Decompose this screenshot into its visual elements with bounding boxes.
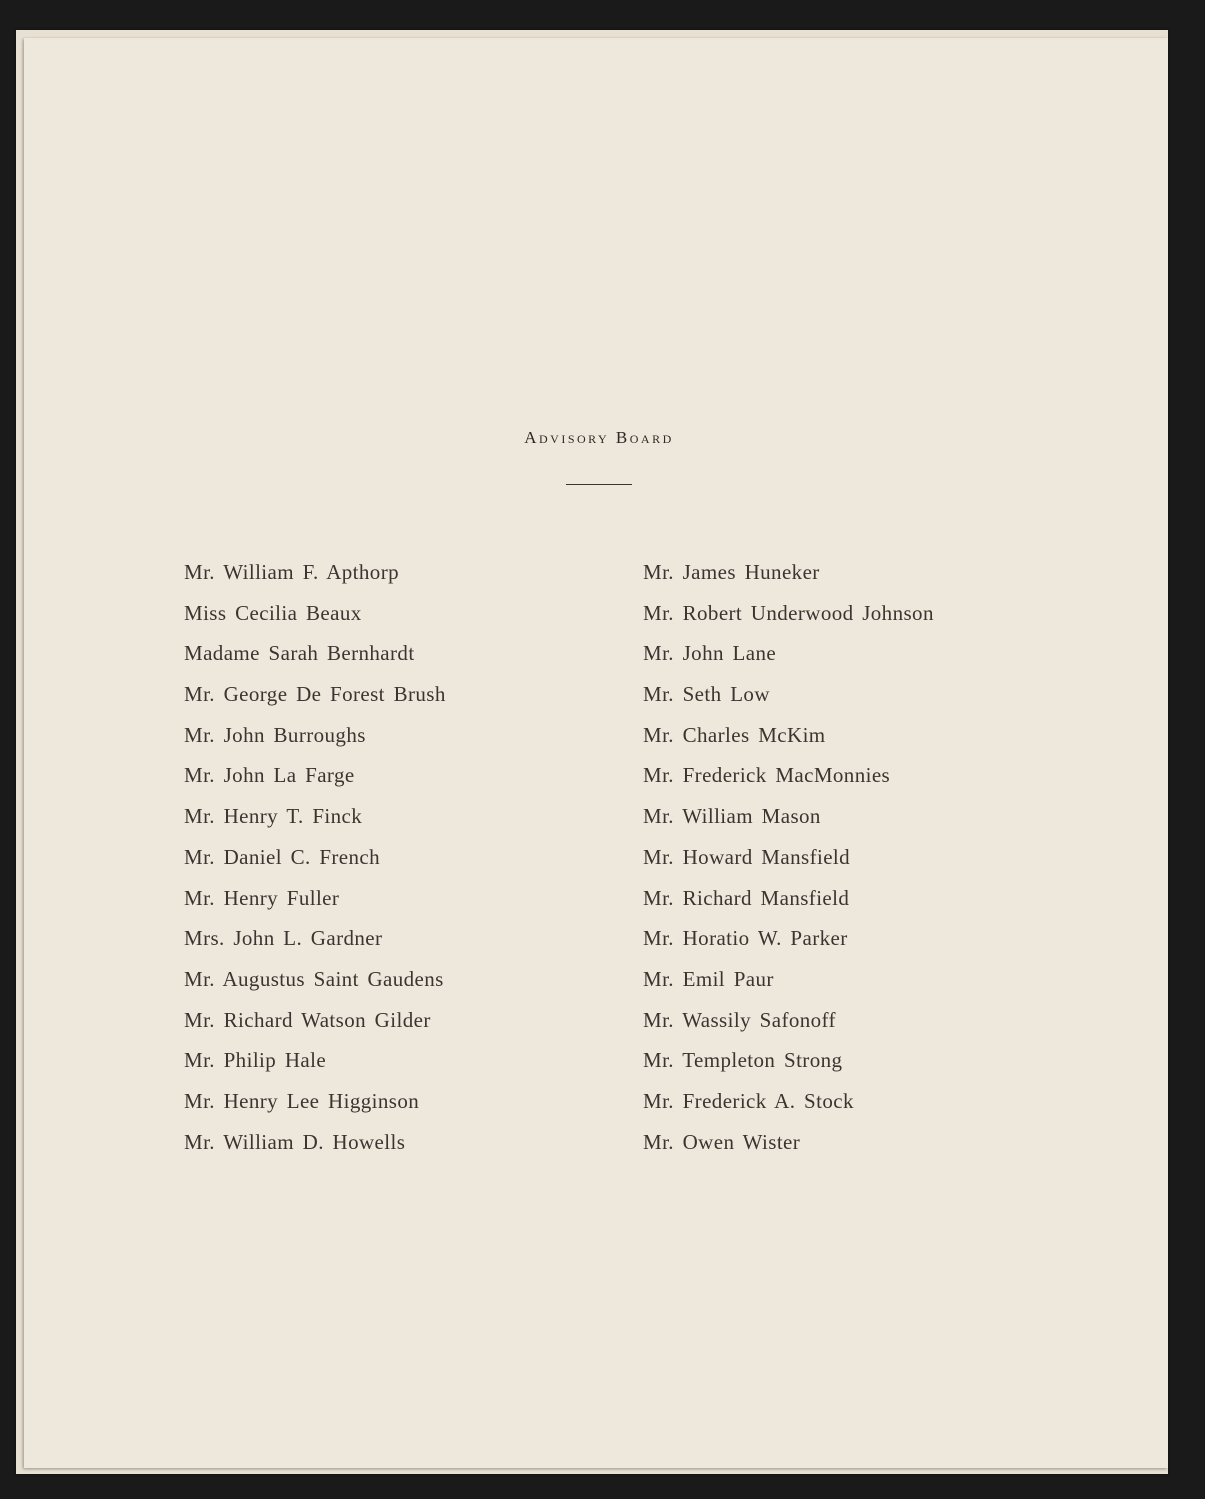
page-title: Advisory Board — [524, 428, 674, 447]
board-member-name: Mr. Augustus Saint Gaudens — [184, 966, 444, 991]
board-member-name: Mr. Templeton Strong — [643, 1048, 843, 1073]
board-member-name: Mr. Philip Hale — [184, 1048, 327, 1073]
board-member-name: Mr. Richard Watson Gilder — [184, 1007, 431, 1032]
board-member-name: Mr. William D. Howells — [184, 1129, 406, 1154]
document-page — [24, 38, 1168, 1468]
board-member-name: Mr. William F. Apthorp — [184, 560, 399, 584]
board-member-name: Mr. John La Farge — [184, 763, 355, 788]
board-member-name: Mr. John Burroughs — [184, 722, 366, 747]
board-member-name: Mr. William Mason — [643, 804, 821, 829]
board-member-name: Mr. Daniel C. French — [184, 844, 381, 869]
board-member-name: Mr. Charles McKim — [643, 722, 826, 747]
board-member-name: Mr. James Huneker — [643, 560, 820, 584]
board-member-name: Mr. George De Forest Brush — [184, 682, 446, 707]
board-member-name: Mr. Owen Wister — [643, 1129, 801, 1154]
board-member-name: Mr. Richard Mansfield — [643, 885, 850, 910]
board-member-name: Mr. Henry T. Finck — [184, 804, 363, 829]
board-member-name: Mr. Emil Paur — [643, 966, 774, 991]
board-member-name: Mr. John Lane — [643, 641, 777, 666]
board-member-name: Mr. Frederick A. Stock — [643, 1088, 854, 1113]
board-member-name: Mr. Frederick MacMonnies — [643, 763, 891, 788]
board-member-name: Mr. Seth Low — [643, 682, 770, 707]
board-member-name: Mr. Henry Lee Higginson — [184, 1088, 420, 1113]
board-member-name: Mr. Robert Underwood Johnson — [643, 600, 934, 625]
board-member-name: Miss Cecilia Beaux — [184, 600, 362, 625]
board-member-name: Mr. Horatio W. Parker — [643, 926, 848, 951]
title-divider — [566, 484, 632, 485]
board-member-name: Mr. Henry Fuller — [184, 885, 340, 910]
board-member-name: Mr. Howard Mansfield — [643, 844, 851, 869]
board-member-name: Mrs. John L. Gardner — [184, 926, 383, 951]
board-member-name: Mr. Wassily Safonoff — [643, 1007, 836, 1032]
right-name-column — [643, 552, 934, 1162]
board-member-name: Madame Sarah Bernhardt — [184, 641, 415, 666]
left-name-column — [184, 552, 446, 1162]
